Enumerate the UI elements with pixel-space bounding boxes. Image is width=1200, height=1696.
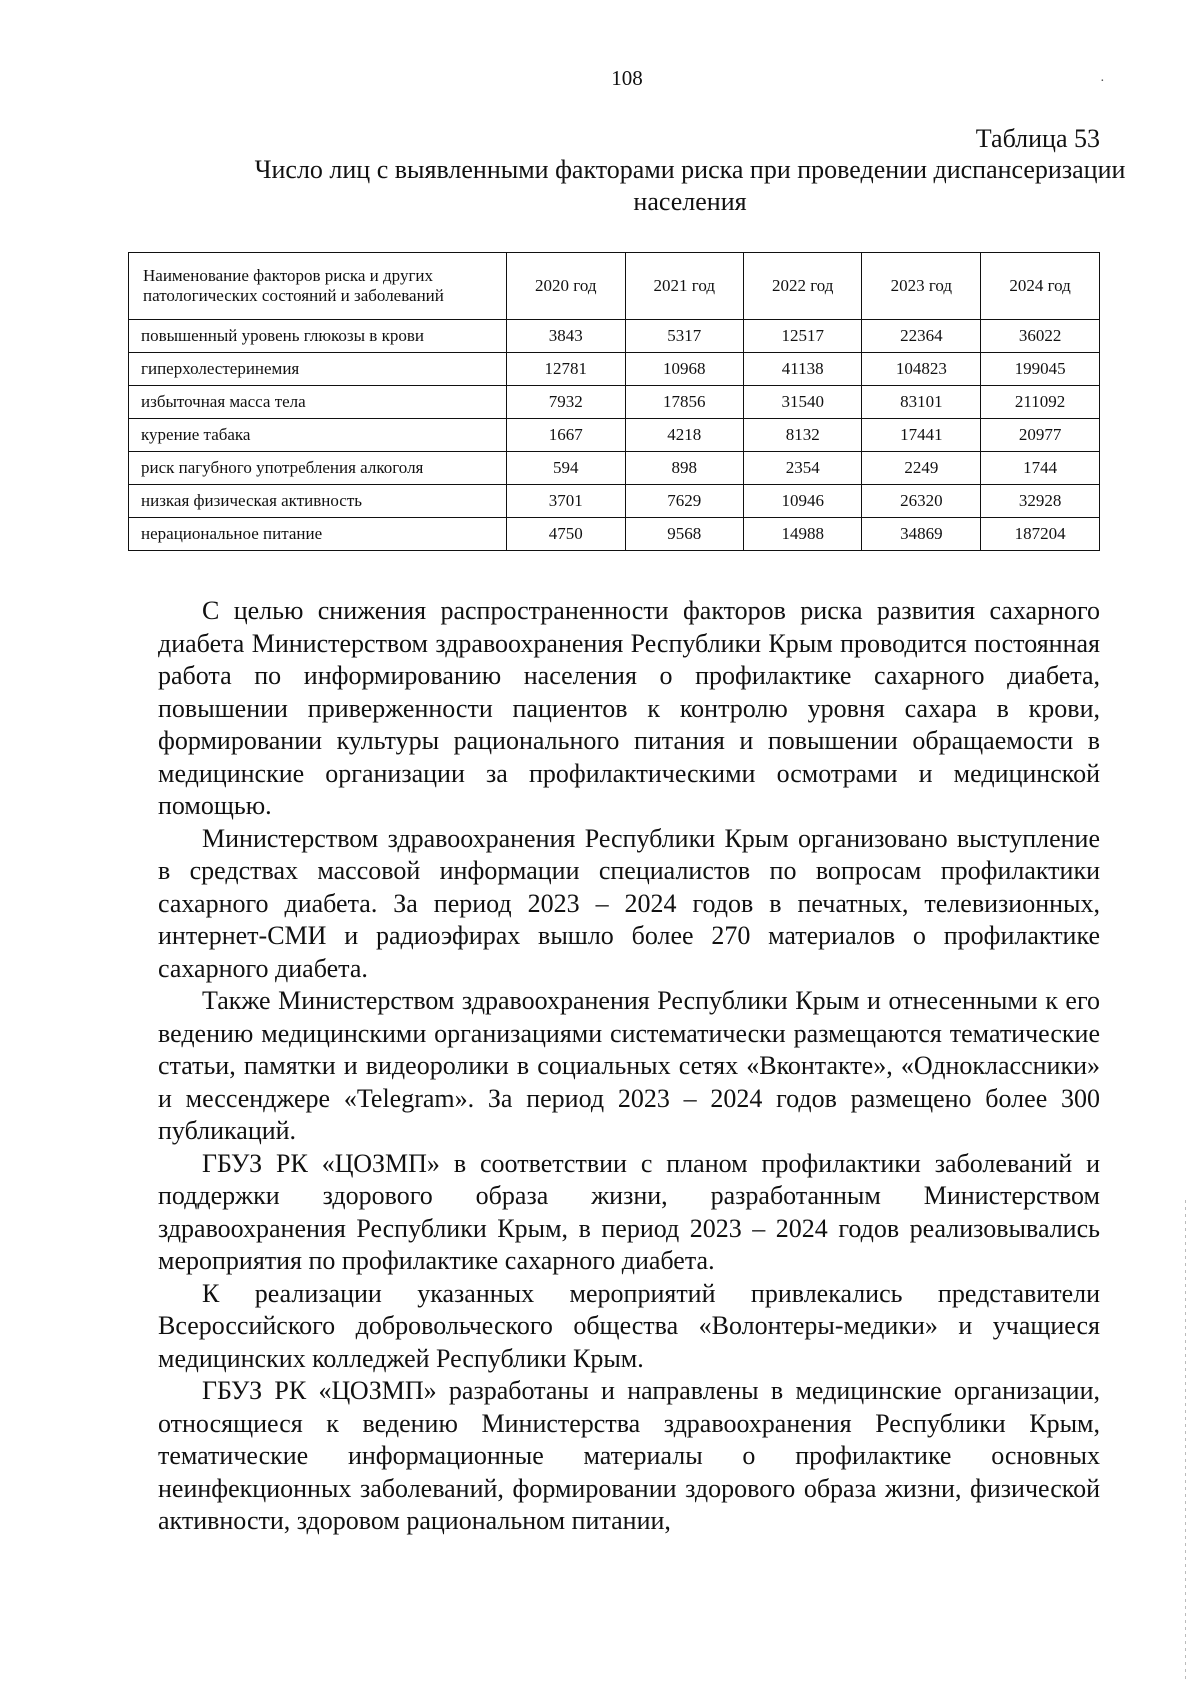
row-value: 5317 <box>625 320 743 353</box>
row-value: 12781 <box>507 353 625 386</box>
row-value: 17441 <box>862 419 981 452</box>
row-value: 104823 <box>862 353 981 386</box>
row-factor-name: курение табака <box>129 419 507 452</box>
row-value: 12517 <box>743 320 861 353</box>
table-row <box>129 353 1100 386</box>
row-value: 14988 <box>743 518 861 551</box>
row-value: 31540 <box>743 386 861 419</box>
row-value: 17856 <box>625 386 743 419</box>
row-value: 83101 <box>862 386 981 419</box>
row-value: 7629 <box>625 485 743 518</box>
paragraph: Также Министерством здравоохранения Республики Крым и отнесенными к его ведению медицинскими организациями систематически размещаются тематические статьи, памятки и видеоролики в социальных сетях «Вконтакте», «Одноклассники» и мессенджере «Telegram». За период 2023 – 2024 годов размещено более 300 публикаций. <box>158 986 1100 1145</box>
risk-factors-table <box>128 252 1100 551</box>
row-value: 3843 <box>507 320 625 353</box>
row-value: 3701 <box>507 485 625 518</box>
row-value: 36022 <box>981 320 1100 353</box>
paragraph: К реализации указанных мероприятий привлекались представители Всероссийского добровольческого общества «Волонтеры-медики» и учащиеся медицинских колледжей Республики Крым. <box>158 1278 1100 1373</box>
row-value: 199045 <box>981 353 1100 386</box>
paragraph: ГБУЗ РК «ЦОЗМП» разработаны и направлены в медицинские организации, относящиеся к ведению Министерства здравоохранения Республики Крым, тематические информационные материалы о профилактике основных неинфекционных заболеваний, формировании здорового образа жизни, физической активности, здоровом рациональном питании, <box>158 1376 1100 1535</box>
row-value: 41138 <box>743 353 861 386</box>
header-factor-name: Наименование факторов риска и других патологических состояний и заболеваний <box>129 253 507 320</box>
row-value: 211092 <box>981 386 1100 419</box>
row-factor-name: низкая физическая активность <box>129 485 507 518</box>
row-value: 9568 <box>625 518 743 551</box>
table-row <box>129 419 1100 452</box>
table-row <box>129 452 1100 485</box>
header-2022: 2022 год <box>743 253 861 320</box>
row-value: 20977 <box>981 419 1100 452</box>
table-label: Таблица 53 <box>975 124 1100 153</box>
row-value: 1744 <box>981 452 1100 485</box>
row-value: 7932 <box>507 386 625 419</box>
scan-edge-line <box>1185 1200 1186 1680</box>
paragraph: Министерством здравоохранения Республики Крым организовано выступление в средствах массовой информации специалистов по вопросам профилактики сахарного диабета. За период 2023 – 2024 годов в печатных, телевизионных, интернет-СМИ и радиоэфирах вышло более 270 материалов о профилактике сахарного диабета. <box>158 823 1100 983</box>
header-2023: 2023 год <box>862 253 981 320</box>
row-value: 594 <box>507 452 625 485</box>
row-value: 1667 <box>507 419 625 452</box>
table-title: Число лиц с выявленными факторами риска при проведении диспансеризации населения <box>254 155 1126 216</box>
row-value: 32928 <box>981 485 1100 518</box>
header-2021: 2021 год <box>625 253 743 320</box>
row-factor-name: гиперхолестеринемия <box>129 353 507 386</box>
row-value: 22364 <box>862 320 981 353</box>
row-value: 4218 <box>625 419 743 452</box>
row-value: 187204 <box>981 518 1100 551</box>
row-factor-name: нерациональное питание <box>129 518 507 551</box>
row-value: 34869 <box>862 518 981 551</box>
header-2020: 2020 год <box>507 253 625 320</box>
page-number: 108 <box>611 66 643 90</box>
row-factor-name: повышенный уровень глюкозы в крови <box>129 320 507 353</box>
table-row <box>129 518 1100 551</box>
row-value: 4750 <box>507 518 625 551</box>
row-value: 8132 <box>743 419 861 452</box>
scan-dot: · <box>1100 74 1105 89</box>
row-value: 2354 <box>743 452 861 485</box>
table-row <box>129 485 1100 518</box>
row-value: 10946 <box>743 485 861 518</box>
body-text <box>158 595 1100 1538</box>
table-row <box>129 320 1100 353</box>
paragraph: ГБУЗ РК «ЦОЗМП» в соответствии с планом профилактики заболеваний и поддержки здорового образа жизни, разработанным Министерством здравоохранения Республики Крым, в период 2023 – 2024 годов реализовывались мероприятия по профилактике сахарного диабета. <box>158 1148 1100 1275</box>
table-row <box>129 386 1100 419</box>
table-header-row <box>129 253 1100 320</box>
paragraph: С целью снижения распространенности факторов риска развития сахарного диабета Министерством здравоохранения Республики Крым проводится постоянная работа по информированию населения о профилактике сахарного диабета, повышении приверженности пациентов к контролю уровня сахара в крови, формировании культуры рационального питания и повышении обращаемости в медицинские организации за профилактическими осмотрами и медицинской помощью. <box>158 596 1100 820</box>
row-value: 898 <box>625 452 743 485</box>
row-value: 10968 <box>625 353 743 386</box>
header-2024: 2024 год <box>981 253 1100 320</box>
row-value: 2249 <box>862 452 981 485</box>
row-factor-name: риск пагубного употребления алкоголя <box>129 452 507 485</box>
row-value: 26320 <box>862 485 981 518</box>
row-factor-name: избыточная масса тела <box>129 386 507 419</box>
